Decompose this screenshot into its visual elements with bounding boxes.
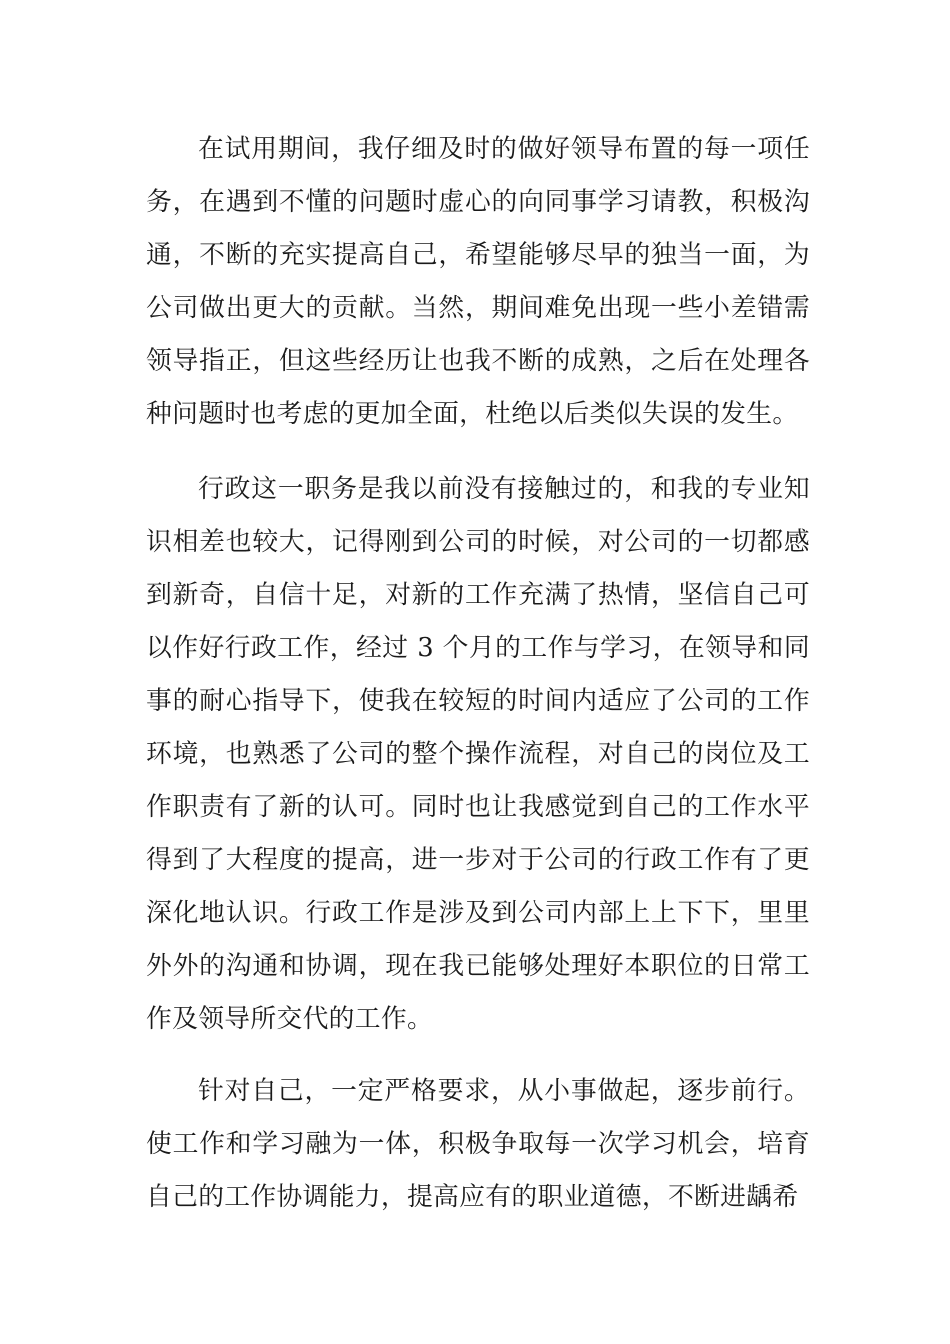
paragraph-probation-period: 在试用期间，我仔细及时的做好领导布置的每一项任务，在遇到不懂的问题时虚心的向同事学习请教，积极沟通，不断的充实提高自己，希望能够尽早的独当一面，为公司做出更大的贡献。当然，期间难免出现一些小差错需领导指正，但这些经历让也我不断的成熟，之后在处理各种问题时也考虑的更加全面，杜绝以后类似失误的发生。 xyxy=(146,134,810,429)
paragraph-administrative-role: 行政这一职务是我以前没有接触过的，和我的专业知识相差也较大，记得刚到公司的时候，对公司的一切都感到新奇，自信十足，对新的工作充满了热情，坚信自己可以作好行政工作，经过 3 个月的工作与学习，在领导和同事的耐心指导下，使我在较短的时间内适应了公司的工作环境，也熟悉了公司的整个操作流程，对自己的岗位及工作职责有了新的认可。同时也让我感觉到自己的工作水平得到了大程度的提高，进一步对于公司的行政工作有了更深化地认识。行政工作是涉及到公司内部上上下下，里里外外的沟通和协调，现在我已能够处理好本职位的日常工作及领导所交代的工作。 xyxy=(146,474,810,1034)
paragraph-self-requirements: 针对自己，一定严格要求，从小事做起，逐步前行。使工作和学习融为一体，积极争取每一次学习机会，培育自己的工作协调能力，提高应有的职业道德，不断进龋希 xyxy=(146,1076,810,1212)
